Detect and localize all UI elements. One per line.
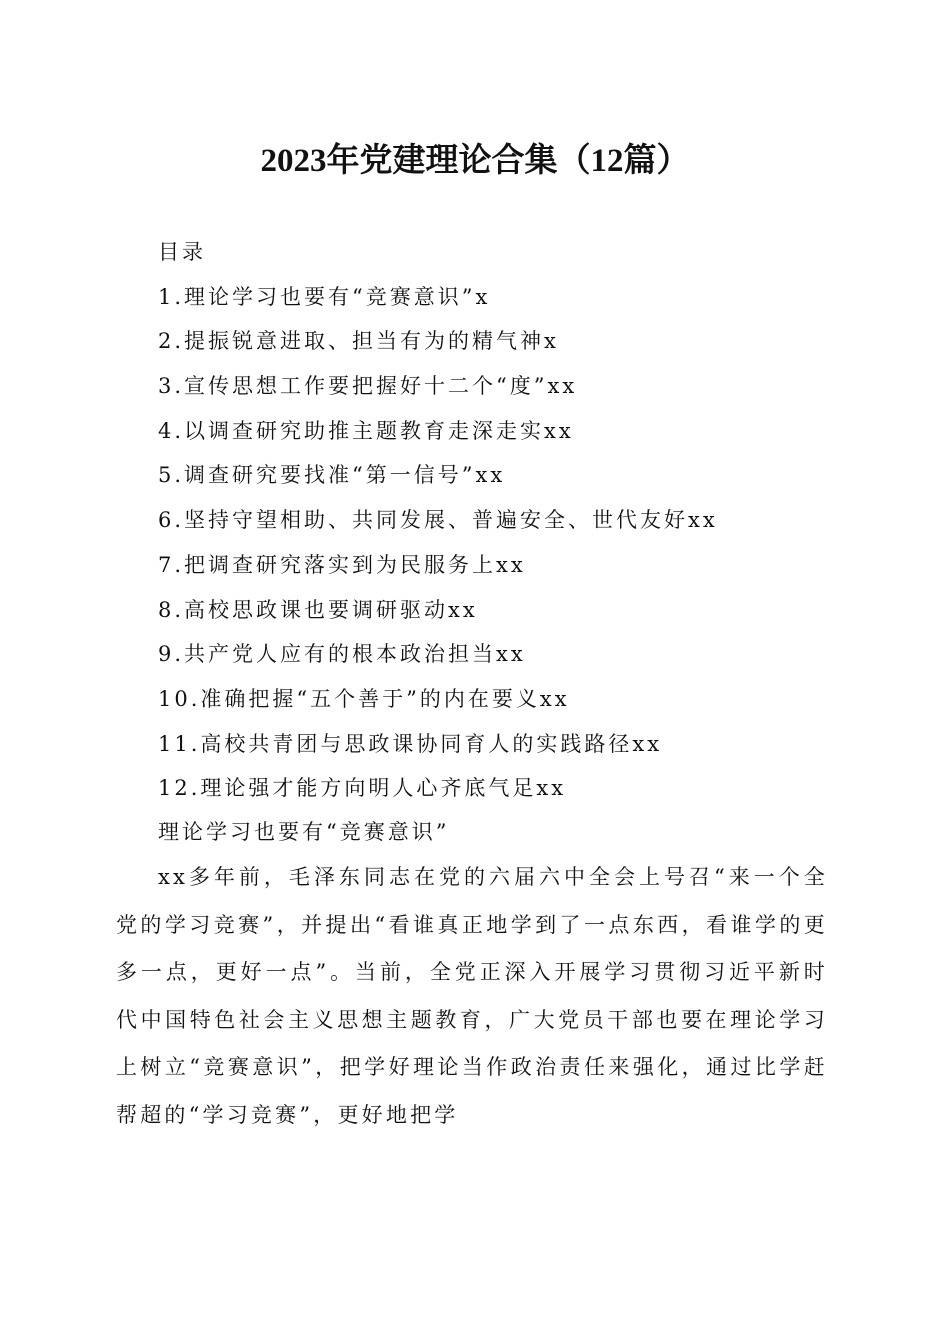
- toc-item: 1.理论学习也要有“竞赛意识”x: [158, 284, 491, 309]
- toc-item: 9.共产党人应有的根本政治担当xx: [158, 642, 526, 667]
- toc-item: 2.提振锐意进取、担当有为的精气神x: [158, 329, 559, 354]
- body-paragraph: xx多年前，毛泽东同志在党的六届六中全会上号召“来一个全党的学习竞赛”，并提出“看谁真正地学到了一点东西，看谁学的更多一点，更好一点”。当前，全党正深入开展学习贯彻习近平新时代中国特色社会主义思想主题教育，广大党员干部也要在理论学习上树立“竞赛意识”，把学好理论当作政治责任来强化，通过比学赶帮超的“学习竞赛”，更好地把学: [116, 865, 828, 1127]
- toc-item: 6.坚持守望相助、共同发展、普遍安全、世代友好xx: [158, 508, 718, 533]
- toc-heading: 目录: [158, 240, 206, 264]
- table-of-contents: [158, 230, 858, 811]
- toc-item: 7.把调查研究落实到为民服务上xx: [158, 552, 526, 577]
- toc-item: 8.高校思政课也要调研驱动xx: [158, 597, 478, 622]
- toc-item: 12.理论强才能方向明人心齐底气足xx: [158, 776, 567, 801]
- document-title: 2023年党建理论合集（12篇）: [260, 143, 690, 179]
- section-title: 理论学习也要有“竞赛意识”: [158, 820, 450, 844]
- toc-item: 5.调查研究要找准“第一信号”xx: [158, 463, 506, 488]
- toc-item: 11.高校共青团与思政课协同育人的实践路径xx: [158, 731, 663, 756]
- toc-item: 4.以调查研究助推主题教育走深走实xx: [158, 418, 574, 443]
- toc-item: 10.准确把握“五个善于”的内在要义xx: [158, 686, 570, 711]
- toc-item: 3.宣传思想工作要把握好十二个“度”xx: [158, 374, 578, 399]
